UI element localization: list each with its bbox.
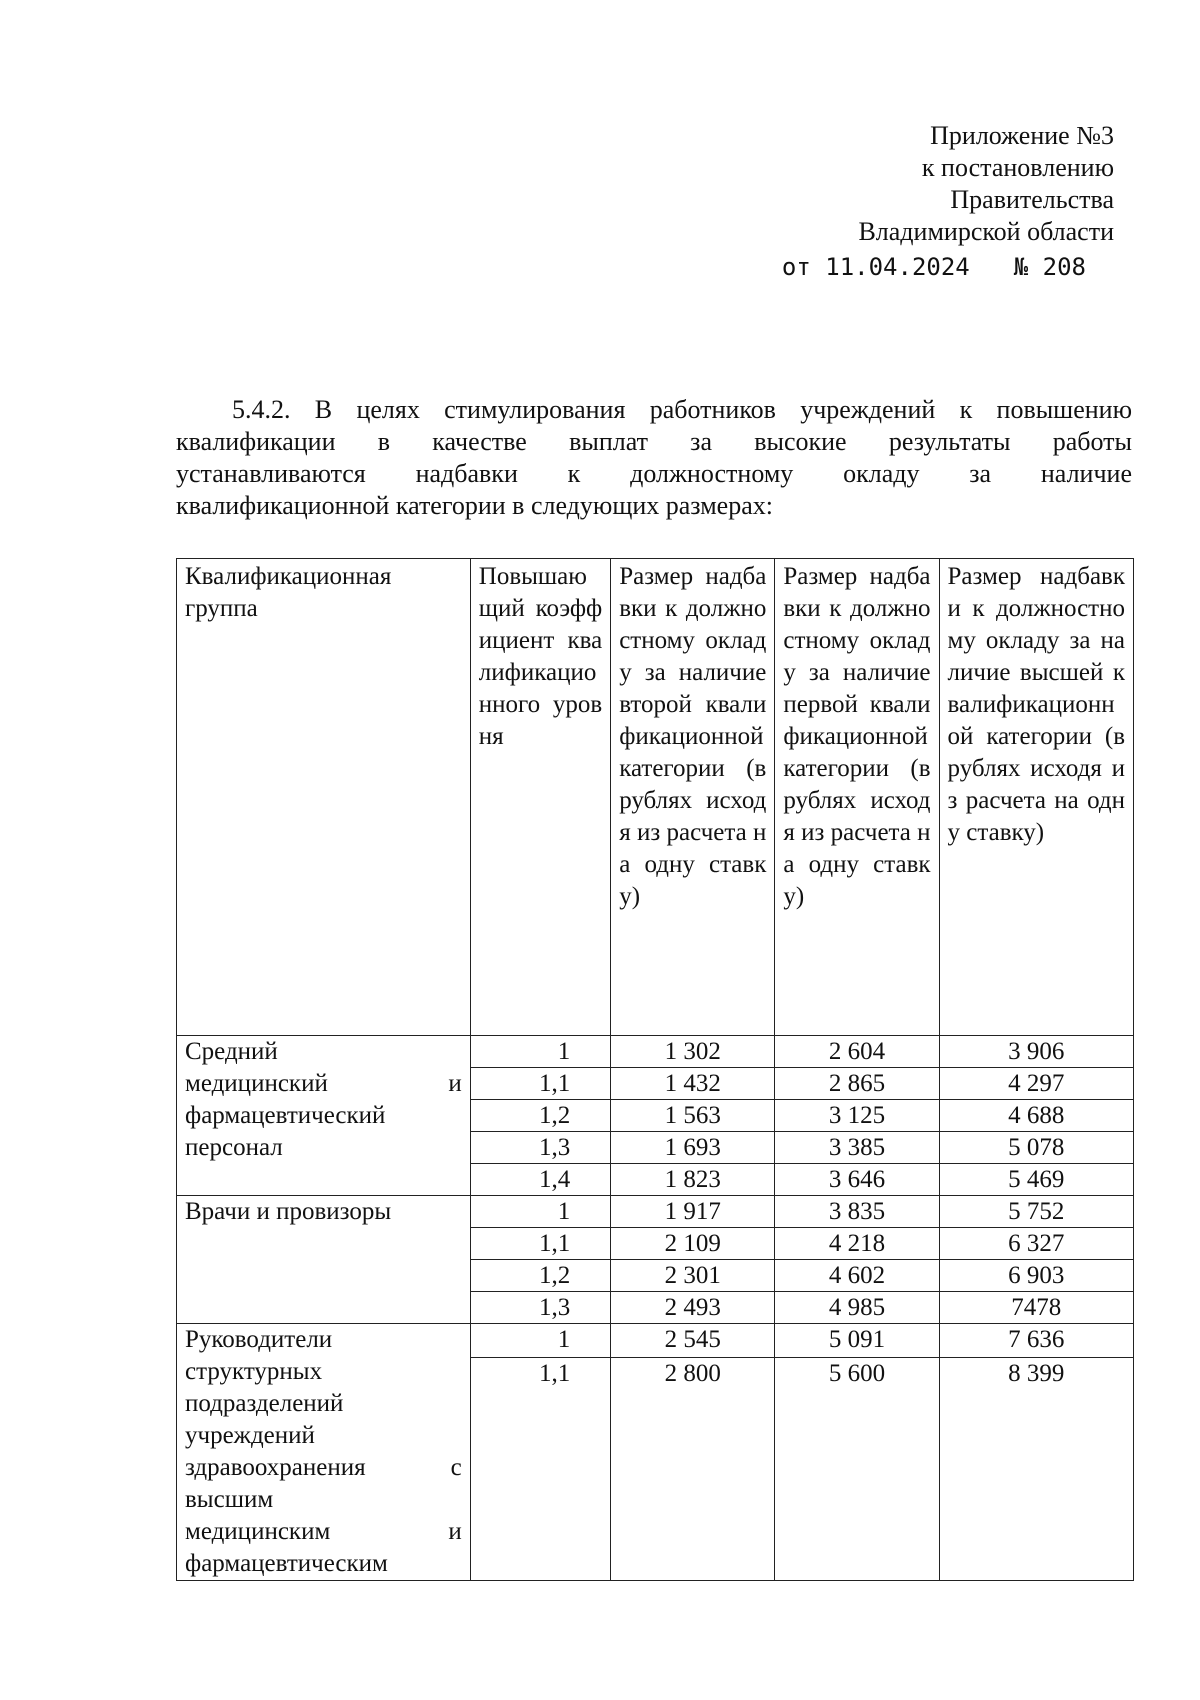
second-category-cell: 1 563 bbox=[611, 1100, 775, 1132]
paragraph-line: квалификации в качестве выплат за высокие результаты работы bbox=[176, 427, 1132, 456]
highest-category-cell: 6 903 bbox=[939, 1260, 1133, 1292]
first-category-cell: 3 385 bbox=[775, 1132, 939, 1164]
coefficient-cell: 1,3 bbox=[470, 1292, 610, 1324]
second-category-cell: 2 109 bbox=[611, 1228, 775, 1260]
header-qualification-group: Квалификационная группа bbox=[177, 559, 471, 1036]
date-prefix: от bbox=[781, 253, 811, 281]
allowance-table bbox=[176, 558, 1134, 1581]
group-name-line: высшим bbox=[185, 1486, 274, 1513]
second-category-cell: 1 432 bbox=[611, 1068, 775, 1100]
second-category-cell: 1 693 bbox=[611, 1132, 775, 1164]
header-first-category: Размер надбавки к должностному окладу за наличие первой квалификационной категории (в рублях исходя из расчета на одну ставку) bbox=[775, 559, 939, 1036]
first-category-cell: 5 600 bbox=[775, 1358, 939, 1581]
group-name-cell bbox=[177, 1324, 471, 1581]
group-name-line: учреждений bbox=[185, 1422, 315, 1449]
first-category-cell: 3 835 bbox=[775, 1196, 939, 1228]
highest-category-cell: 5 752 bbox=[939, 1196, 1133, 1228]
highest-category-cell: 7 636 bbox=[939, 1324, 1133, 1358]
group-name-line: здравоохранения с bbox=[185, 1454, 462, 1481]
group-name-cell bbox=[177, 1196, 471, 1324]
resolution-date: 11.04.2024 bbox=[825, 253, 970, 281]
coefficient-cell: 1,4 bbox=[470, 1164, 610, 1196]
allowance-table-wrapper bbox=[176, 558, 1134, 1581]
header-highest-category: Размер надбавки к должностному окладу за наличие высшей квалификационной категории (в рублях исходя из расчета на одну ставку) bbox=[939, 559, 1133, 1036]
coefficient-cell: 1 bbox=[470, 1036, 610, 1068]
table-header-row bbox=[177, 559, 1134, 1036]
paragraph-line: квалификационной категории в следующих размерах: bbox=[176, 491, 773, 520]
second-category-cell: 2 545 bbox=[611, 1324, 775, 1358]
second-category-cell: 1 917 bbox=[611, 1196, 775, 1228]
group-name-line: Врачи и провизоры bbox=[185, 1198, 392, 1225]
paragraph-line: 5.4.2. В целях стимулирования работников учреждений к повышению bbox=[232, 395, 1132, 424]
group-name-line: фармацевтическим bbox=[185, 1550, 388, 1577]
highest-category-cell: 4 297 bbox=[939, 1068, 1133, 1100]
appendix-line-government: Правительства bbox=[950, 185, 1114, 214]
first-category-cell: 3 125 bbox=[775, 1100, 939, 1132]
header-coefficient: Повышающий коэффициент квалификационного уровня bbox=[470, 559, 610, 1036]
header-second-category: Размер надбавки к должностному окладу за наличие второй квалификационной категории (в рублях исходя из расчета на одну ставку) bbox=[611, 559, 775, 1036]
highest-category-cell: 5 078 bbox=[939, 1132, 1133, 1164]
first-category-cell: 2 865 bbox=[775, 1068, 939, 1100]
intro-paragraph bbox=[176, 394, 1132, 522]
appendix-block bbox=[694, 120, 1114, 248]
group-name-line: медицинский и bbox=[185, 1070, 462, 1097]
highest-category-cell: 6 327 bbox=[939, 1228, 1133, 1260]
highest-category-cell: 8 399 bbox=[939, 1358, 1133, 1581]
first-category-cell: 2 604 bbox=[775, 1036, 939, 1068]
second-category-cell: 2 800 bbox=[611, 1358, 775, 1581]
group-name-line: подразделений bbox=[185, 1390, 344, 1417]
coefficient-cell: 1,2 bbox=[470, 1100, 610, 1132]
coefficient-cell: 1 bbox=[470, 1196, 610, 1228]
second-category-cell: 1 302 bbox=[611, 1036, 775, 1068]
highest-category-cell: 5 469 bbox=[939, 1164, 1133, 1196]
group-name-line: Руководители bbox=[185, 1326, 333, 1353]
appendix-title: Приложение №3 bbox=[930, 121, 1114, 150]
table-row bbox=[177, 1196, 1134, 1228]
group-name-line: фармацевтический bbox=[185, 1102, 386, 1129]
table-row bbox=[177, 1036, 1134, 1068]
group-name-line: Средний bbox=[185, 1038, 278, 1065]
group-name-line: медицинским и bbox=[185, 1518, 462, 1545]
first-category-cell: 3 646 bbox=[775, 1164, 939, 1196]
table-row bbox=[177, 1324, 1134, 1358]
coefficient-cell: 1,1 bbox=[470, 1068, 610, 1100]
highest-category-cell: 4 688 bbox=[939, 1100, 1133, 1132]
appendix-line-region: Владимирской области bbox=[858, 217, 1114, 246]
appendix-line-resolution: к постановлению bbox=[921, 153, 1114, 182]
coefficient-cell: 1,1 bbox=[470, 1228, 610, 1260]
second-category-cell: 2 301 bbox=[611, 1260, 775, 1292]
paragraph-line: устанавливаются надбавки к должностному окладу за наличие bbox=[176, 459, 1132, 488]
second-category-cell: 1 823 bbox=[611, 1164, 775, 1196]
first-category-cell: 4 218 bbox=[775, 1228, 939, 1260]
highest-category-cell: 7478 bbox=[939, 1292, 1133, 1324]
group-name-line: структурных bbox=[185, 1358, 323, 1385]
second-category-cell: 2 493 bbox=[611, 1292, 775, 1324]
resolution-number: № 208 bbox=[1013, 253, 1086, 281]
group-name-line: персонал bbox=[185, 1134, 283, 1161]
coefficient-cell: 1,1 bbox=[470, 1358, 610, 1581]
coefficient-cell: 1,3 bbox=[470, 1132, 610, 1164]
first-category-cell: 5 091 bbox=[775, 1324, 939, 1358]
coefficient-cell: 1 bbox=[470, 1324, 610, 1358]
resolution-date-line bbox=[626, 252, 1086, 282]
group-name-cell bbox=[177, 1036, 471, 1196]
highest-category-cell: 3 906 bbox=[939, 1036, 1133, 1068]
first-category-cell: 4 985 bbox=[775, 1292, 939, 1324]
coefficient-cell: 1,2 bbox=[470, 1260, 610, 1292]
first-category-cell: 4 602 bbox=[775, 1260, 939, 1292]
